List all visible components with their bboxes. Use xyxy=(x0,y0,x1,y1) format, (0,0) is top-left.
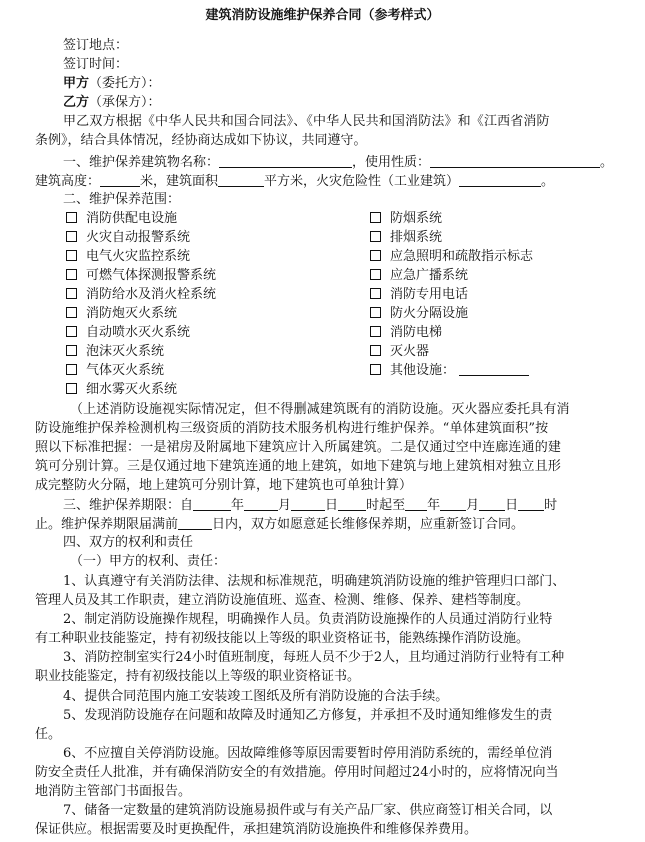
area-label: 米，建筑面积 xyxy=(140,174,219,189)
checkbox-icon[interactable] xyxy=(370,250,381,261)
scope-item[interactable] xyxy=(370,304,533,323)
scope-item[interactable] xyxy=(66,209,216,228)
scope-item-label: 消防给水及消火栓系统 xyxy=(86,287,217,302)
scope-item-label: 消防电梯 xyxy=(390,325,443,340)
scope-right-column xyxy=(370,209,533,380)
scope-item-label: 其他设施： xyxy=(390,363,456,378)
clause-line: 管理人员及其工作职责，建立消防设施值班、巡查、检测、维修、保养、建档等制度。 xyxy=(35,593,530,608)
party-b-line xyxy=(63,94,161,112)
scope-item[interactable] xyxy=(66,323,216,342)
scope-item-label: 电气火灾监控系统 xyxy=(86,249,191,264)
scope-item-label: 泡沫灭火系统 xyxy=(86,344,165,359)
end-month-blank[interactable] xyxy=(440,496,466,511)
scope-item-label: 消防专用电话 xyxy=(390,287,469,302)
checkbox-icon[interactable] xyxy=(66,212,77,223)
start-month-blank[interactable] xyxy=(244,496,278,511)
scope-left-column xyxy=(66,209,216,399)
building-name-line xyxy=(63,153,613,172)
day-label: 日 xyxy=(325,498,339,513)
clause-line: 3、消防控制室实行24小时值班制度，每班人员不少于2人，且均通过消防行业特有工种 xyxy=(63,650,565,665)
checkbox-icon[interactable] xyxy=(66,231,77,242)
rights-heading: 四、双方的权利和责任 xyxy=(63,535,194,550)
day-label: 日 xyxy=(505,498,519,513)
area-blank[interactable] xyxy=(218,172,264,187)
fire-hazard-blank[interactable] xyxy=(459,172,541,187)
intro-line: 甲乙双方根据《中华人民共和国合同法》、《中华人民共和国消防法》和《江西省消防 xyxy=(63,114,550,129)
clause-line: 职业技能鉴定，持有初级技能以上等级的职业资格证书。 xyxy=(35,669,361,684)
period-mark: 。 xyxy=(600,155,614,170)
scope-item-label: 应急照明和疏散指示标志 xyxy=(390,249,534,264)
checkbox-icon[interactable] xyxy=(66,364,77,375)
clause-line: 4、提供合同范围内施工安装竣工图纸及所有消防设施的合法手续。 xyxy=(63,689,449,704)
scope-item-label: 自动喷水灭火系统 xyxy=(86,325,191,340)
party-b-role: （承保方）： xyxy=(89,95,161,110)
scope-item[interactable] xyxy=(66,304,216,323)
scope-note-line: （上述消防设施视实际情况定，但不得删减建筑既有的消防设施。灭火器应委托具有消 xyxy=(70,402,570,417)
scope-item-label: 消防炮灭火系统 xyxy=(86,306,178,321)
scope-item-label: 可燃气体探测报警系统 xyxy=(86,268,217,283)
term-line xyxy=(63,496,557,515)
scope-note-line: 成完整防火分隔，地上建筑可分别计算，地下建筑也可单独计算） xyxy=(35,478,413,493)
height-blank[interactable] xyxy=(100,172,140,187)
height-label: 建筑高度： xyxy=(35,174,101,189)
checkbox-icon[interactable] xyxy=(370,345,381,356)
month-label: 月 xyxy=(466,498,480,513)
month-label: 月 xyxy=(278,498,292,513)
clause-line: 7、储备一定数量的建筑消防设施易损件或与有关产品厂家、供应商签订相关合同，以 xyxy=(63,803,553,818)
end-year-blank[interactable] xyxy=(405,496,427,511)
checkbox-icon[interactable] xyxy=(370,364,381,375)
scope-item[interactable] xyxy=(370,209,533,228)
scope-note-line: 防设施维护保养检测机构三级资质的消防技术服务机构进行维护保养。“单体建筑面积”按 xyxy=(35,421,549,436)
start-year-blank[interactable] xyxy=(193,496,231,511)
scope-item-label: 应急广播系统 xyxy=(390,268,469,283)
party-a-line xyxy=(63,75,161,93)
party-a-role: （委托方）： xyxy=(89,76,161,91)
scope-item[interactable] xyxy=(66,247,216,266)
scope-note-line: 筑可分别计算。三是仅通过地下建筑连通的地上建筑，如地下建筑与地上建筑相对独立且形 xyxy=(35,459,562,474)
hour-label: 时 xyxy=(544,498,558,513)
scope-item[interactable] xyxy=(370,342,533,361)
scope-item[interactable] xyxy=(66,228,216,247)
checkbox-icon[interactable] xyxy=(370,231,381,242)
checkbox-icon[interactable] xyxy=(370,269,381,280)
party-a-rights-heading: （一）甲方的权利、责任： xyxy=(70,554,227,569)
scope-item[interactable] xyxy=(370,361,533,380)
intro-line: 条例》，结合具体情况，经协商达成如下协议，共同遵守。 xyxy=(35,133,367,148)
scope-item[interactable] xyxy=(370,266,533,285)
term-mid-label: 时起至 xyxy=(366,498,406,513)
clause-line: 有工种职业技能鉴定，持有初级技能以上等级的职业资格证书，能熟练操作消防设施。 xyxy=(35,631,530,646)
checkbox-icon[interactable] xyxy=(370,307,381,318)
end-day-blank[interactable] xyxy=(479,496,505,511)
party-b-label: 乙方 xyxy=(63,95,90,110)
party-a-label: 甲方 xyxy=(63,76,90,91)
checkbox-icon[interactable] xyxy=(66,288,77,299)
checkbox-icon[interactable] xyxy=(370,212,381,223)
checkbox-icon[interactable] xyxy=(66,250,77,261)
scope-item[interactable] xyxy=(66,342,216,361)
term-renewal-text: 日内，双方如愿意延长维修保养期，应重新签订合同。 xyxy=(212,517,525,532)
scope-item[interactable] xyxy=(370,323,533,342)
term-label: 三、维护保养期限：自 xyxy=(63,498,194,513)
end-hour-blank[interactable] xyxy=(518,496,544,511)
clause-line: 保证供应。根据需要及时更换配件，承担建筑消防设施换件和维修保养费用。 xyxy=(35,822,478,837)
checkbox-icon[interactable] xyxy=(370,326,381,337)
scope-note-line: 照以下标准把握：一是裙房及附属地下建筑应计入所属建筑。二是仅通过空中连廊连通的建 xyxy=(35,440,562,455)
scope-item-label: 防火分隔设施 xyxy=(390,306,469,321)
clause-line: 2、制定消防设施操作规程，明确操作人员。负责消防设施操作的人员通过消防行业特 xyxy=(63,612,553,627)
scope-item-label: 气体灭火系统 xyxy=(86,363,165,378)
sign-time-label: 签订时间： xyxy=(63,57,129,72)
document-title: 建筑消防设施维护保养合同（参考样式） xyxy=(205,8,440,23)
scope-item[interactable] xyxy=(66,285,216,304)
use-nature-blank[interactable] xyxy=(430,153,600,168)
checkbox-icon[interactable] xyxy=(370,288,381,299)
period-mark: 。 xyxy=(541,174,555,189)
start-hour-blank[interactable] xyxy=(338,496,366,511)
scope-item-label: 防烟系统 xyxy=(390,211,443,226)
renewal-days-blank[interactable] xyxy=(178,515,212,530)
clause-line: 地消防主管部门书面报告。 xyxy=(35,784,192,799)
scope-item[interactable] xyxy=(370,247,533,266)
scope-item-label: 灭火器 xyxy=(390,344,430,359)
term-renewal-label: 止。维护保养期限届满前 xyxy=(35,517,179,532)
clause-line: 任。 xyxy=(35,727,62,742)
year-label: 年 xyxy=(231,498,245,513)
sign-place-label: 签订地点： xyxy=(63,38,129,53)
scope-item-label: 排烟系统 xyxy=(390,230,443,245)
scope-item[interactable] xyxy=(370,285,533,304)
year-label: 年 xyxy=(427,498,441,513)
checkbox-icon[interactable] xyxy=(66,345,77,356)
scope-item-label: 消防供配电设施 xyxy=(86,211,178,226)
clause-line: 防安全责任人批准，并有确保消防安全的有效措施。停用时间超过24小时的，应将情况向当 xyxy=(35,765,559,780)
checkbox-icon[interactable] xyxy=(66,383,77,394)
checkbox-icon[interactable] xyxy=(66,307,77,318)
building-name-label: 一、维护保养建筑物名称： xyxy=(63,155,220,170)
fire-hazard-label: 平方米，火灾危险性（工业建筑） xyxy=(264,174,460,189)
scope-item[interactable] xyxy=(66,361,216,380)
scope-item[interactable] xyxy=(66,380,216,399)
scope-item[interactable] xyxy=(370,228,533,247)
clause-line: 5、发现消防设施存在问题和故障及时通知乙方修复，并承担不及时通知维修发生的责 xyxy=(63,708,553,723)
other-facility-blank[interactable] xyxy=(459,361,529,376)
use-nature-label: ，使用性质： xyxy=(352,155,431,170)
checkbox-icon[interactable] xyxy=(66,269,77,280)
building-height-line xyxy=(35,172,554,191)
scope-item-label: 细水雾灭火系统 xyxy=(86,382,178,397)
term-renewal-line xyxy=(35,515,524,534)
building-name-blank[interactable] xyxy=(219,153,352,168)
scope-item[interactable] xyxy=(66,266,216,285)
clause-line: 6、不应擅自关停消防设施。因故障维修等原因需要暂时停用消防系统的，需经单位消 xyxy=(63,746,553,761)
start-day-blank[interactable] xyxy=(291,496,325,511)
clause-line: 1、认真遵守有关消防法律、法规和标准规范，明确建筑消防设施的维护管理归口部门、 xyxy=(63,574,566,589)
checkbox-icon[interactable] xyxy=(66,326,77,337)
scope-heading: 二、维护保养范围： xyxy=(63,192,181,207)
scope-item-label: 火灾自动报警系统 xyxy=(86,230,191,245)
